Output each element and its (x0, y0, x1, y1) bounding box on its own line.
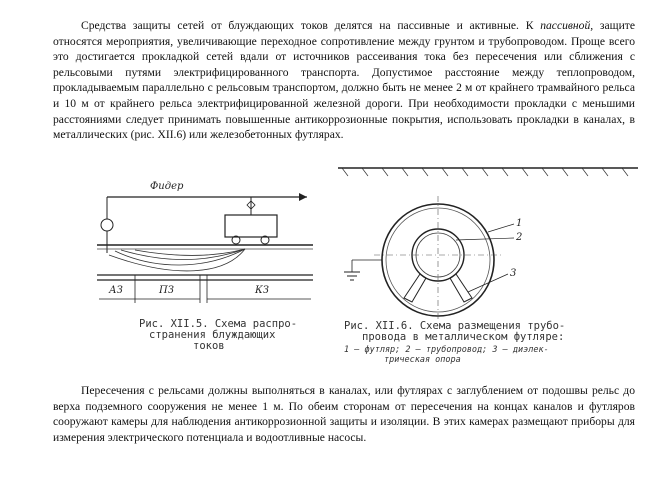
stray-current-path-1 (115, 249, 245, 265)
figure5-caption-line2: странения блуждающих (149, 329, 276, 341)
dielectric-support-left (404, 274, 426, 302)
paragraph-text-end: защите относятся мероприятия, увеличивающие переходное сопротивление между грунтом и трубопроводом. Проще всего это достигается прокладкой сетей вдали от источников рассеивания тока без пересечения или сближения с рельсовыми путями электрифицированного транспорта. Допустимое расстояние между теплопроводом, прокладываемым параллельно с рельсовым транспортом, должно быть не менее 2 м от крайнего трамвайного рельса и 10 м от крайнего рельса электрифицированной железной дороги. При необходимости прокладки с меньшими расстояниями следует принимать повышенные антикоррозионные покрытия, использовать прокладки в каналах, в металлических (рис. XII.6) или железобетонных футлярах. (53, 19, 636, 142)
callout-2: 2 (516, 232, 523, 243)
figure6-caption-line1: Рис. XII.6. Схема размещения трубо- (344, 320, 566, 332)
figure5-caption-line1: Рис. XII.5. Схема распро- (139, 318, 298, 330)
zone-alt-label: ПЗ (159, 285, 174, 296)
paragraph-italic-term: пассивной, (540, 19, 594, 32)
stray-current-path-3 (135, 249, 245, 256)
paragraph-passive-protection (53, 18, 635, 143)
dielectric-support-right (450, 274, 472, 302)
figure6-legend-line2: трическая опора (384, 355, 461, 365)
figure6-caption (344, 321, 565, 365)
callout-1: 1 (516, 218, 523, 229)
figure6-legend-line1: 1 — футляр; 2 — трубопровод; 3 — диэлек- (344, 345, 549, 355)
substation-circle (101, 219, 113, 231)
figure5-caption (139, 318, 298, 352)
callout-3: 3 (510, 268, 517, 279)
paragraph-rail-crossings: Пересечения с рельсами должны выполняться в каналах, или футлярах с заглублением от подошвы рельс до верха подземного сооружения не менее 1 м. По обеим сторонам от пересечения на концах каналов и футляров сооружают камеры для наблюдения антикоррозионной защиты и изоляции. В этих камерах размещают приборы для измерения электрического потенциала и водоотливные насосы. (53, 384, 635, 444)
zone-anode-label: АЗ (109, 285, 123, 296)
stray-current-diagram (95, 175, 315, 315)
ground-hatching (342, 168, 628, 176)
paragraph-text-start: Средства защиты сетей от блуждающих токов делятся на пассивные и активные. К (81, 19, 541, 32)
zone-cathode-label: КЗ (255, 285, 269, 296)
tram-car (225, 215, 277, 237)
figure6-caption-line2: провода в металлическом футляре: (362, 331, 565, 343)
casing-diagram (338, 160, 638, 320)
leader-1 (488, 224, 514, 232)
figure5-caption-line3: токов (193, 340, 225, 352)
casing-outer (382, 204, 494, 316)
leader-3 (468, 274, 508, 292)
feeder-label: Фидер (150, 181, 184, 192)
feeder-arrow (299, 193, 307, 201)
